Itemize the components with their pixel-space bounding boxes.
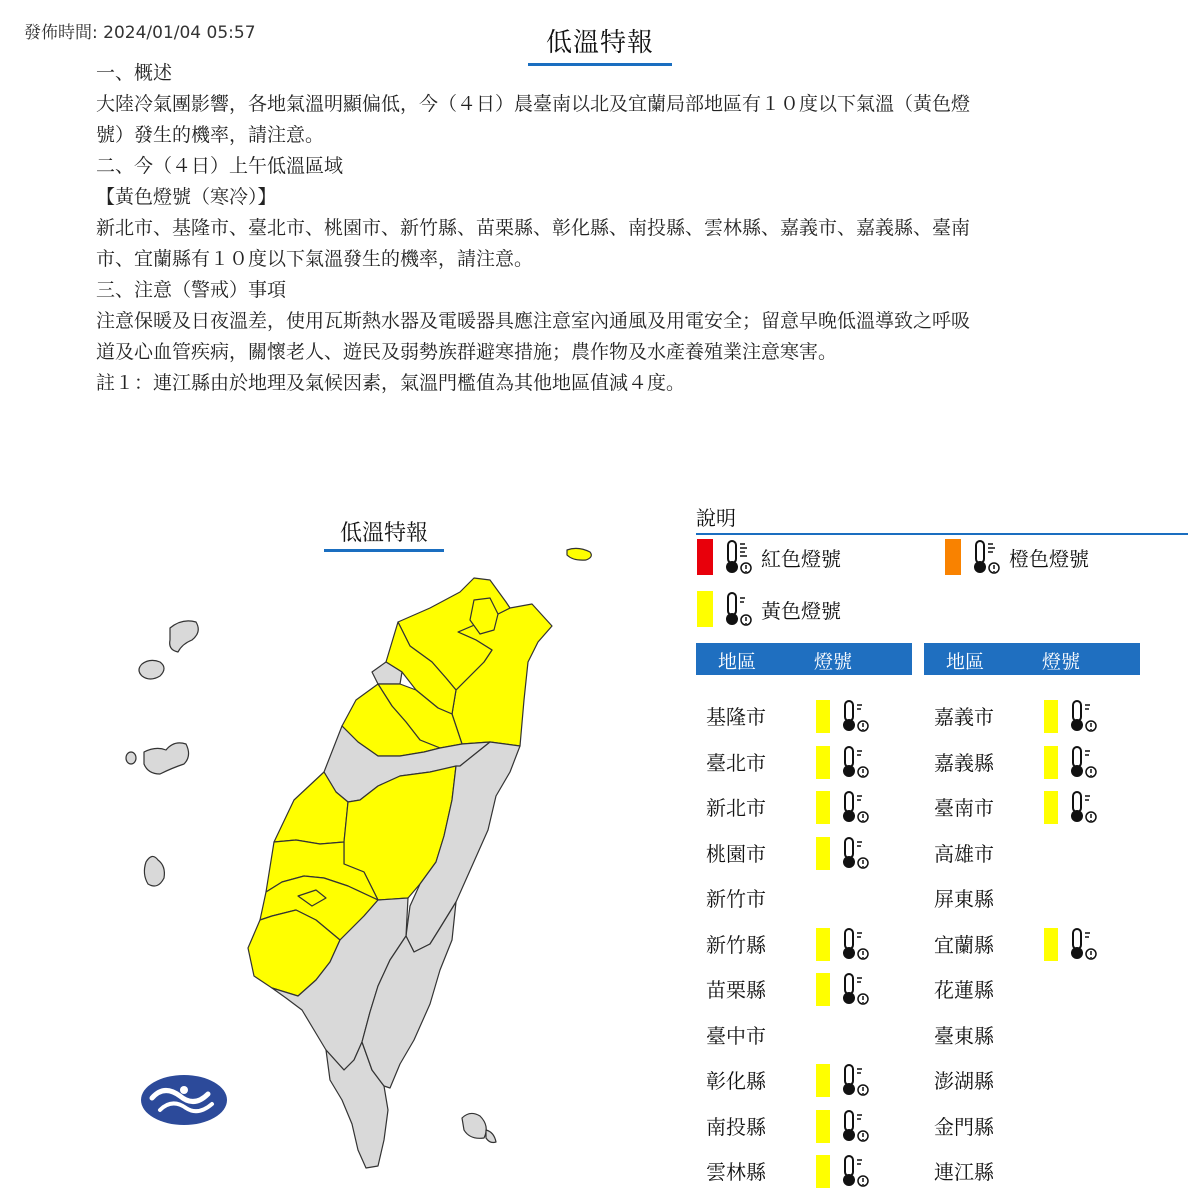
taiwan-map [0,540,680,1200]
region-name: 新竹縣 [706,932,766,957]
area-text-line: 新北市、基隆市、臺北市、桃園市、新竹縣、苗栗縣、彰化縣、南投縣、雲林縣、嘉義市、嘉義縣、臺南 [96,217,971,239]
region-name: 金門縣 [934,1114,994,1139]
bulletin-text [96,58,1106,399]
table-row [924,740,1124,780]
table-row [924,785,1124,825]
column-header-region: 地區 [718,651,757,673]
signal-level-heading: 【黃色燈號（寒冷）】 [96,186,277,208]
table-row [696,1058,896,1098]
map-region-taitung-islet [462,1113,486,1138]
caution-text-line: 注意保暖及日夜溫差，使用瓦斯熱水器及電暖器具應注意室內通風及用電安全；留意早晚低溫導致之呼吸 [96,310,971,332]
yellow-signal-bar [816,837,830,870]
region-name: 臺南市 [934,796,994,820]
thermometer-cold-icon [1066,744,1098,780]
region-name: 臺北市 [706,750,766,775]
cwa-logo [141,1075,227,1125]
thermometer-cold-icon [838,1062,870,1098]
section-heading-overview: 一、概述 [96,62,173,84]
region-name: 苗栗縣 [706,978,766,1002]
yellow-signal-bar [1044,791,1058,824]
thermometer-cold-icon [838,744,870,780]
yellow-signal-bar [816,791,830,824]
issue-time: 發佈時間: 2024/01/04 05:57 [24,23,256,43]
table-row [696,1104,896,1144]
table-header-left [696,643,912,675]
area-text-line: 市、宜蘭縣有１０度以下氣溫發生的機率，請注意。 [96,248,534,270]
table-row [696,1013,896,1053]
thermometer-cold-icon [967,538,1001,576]
section-heading-caution: 三、注意（警戒）事項 [96,279,287,301]
table-row [924,831,1124,871]
region-name: 基隆市 [706,705,766,729]
table-row [924,922,1124,962]
map-title: 低溫特報 [324,516,444,552]
table-row [696,740,896,780]
region-name: 嘉義市 [934,705,994,729]
thermometer-cold-icon [719,590,753,628]
legend-label-yellow: 黃色燈號 [761,598,841,623]
region-name: 新北市 [706,796,766,820]
map-region-taitung-islet [486,1130,496,1143]
legend-title: 說明 [696,502,1188,535]
yellow-signal-bar [816,700,830,733]
yellow-signal-bar [816,746,830,779]
table-row [696,967,896,1007]
column-header-signal: 燈號 [814,651,853,673]
region-name: 桃園市 [706,841,766,866]
region-name: 宜蘭縣 [934,932,994,957]
legend-label-orange: 橙色燈號 [1009,546,1089,571]
section-heading-area: 二、今（４日）上午低溫區域 [96,155,344,177]
table-row [924,876,1124,916]
table-row [924,1149,1124,1189]
thermometer-cold-icon [838,926,870,962]
column-header-region: 地區 [946,651,985,673]
region-name: 高雄市 [934,841,994,866]
orange-swatch [945,539,961,575]
yellow-signal-bar [816,1110,830,1143]
caution-text-line: 道及心血管疾病，關懷老人、遊民及弱勢族群避寒措施；農作物及水產養殖業注意寒害。 [96,341,838,363]
table-row [696,785,896,825]
thermometer-cold-icon [719,538,753,576]
yellow-signal-bar [816,928,830,961]
region-name: 屏東縣 [934,887,994,911]
overview-text-line: 號）發生的機率，請注意。 [96,124,325,146]
legend-item-red [697,538,841,576]
table-row [696,831,896,871]
legend-item-orange [945,538,1089,576]
yellow-swatch [697,591,713,627]
table-row [924,1104,1124,1144]
region-name: 新竹市 [706,887,766,911]
thermometer-cold-icon [838,789,870,825]
region-name: 雲林縣 [706,1160,766,1184]
column-header-signal: 燈號 [1042,651,1081,673]
table-row [924,1058,1124,1098]
thermometer-cold-icon [838,698,870,734]
thermometer-cold-icon [838,835,870,871]
yellow-signal-bar [1044,700,1058,733]
region-name: 花蓮縣 [934,978,994,1002]
yellow-signal-bar [1044,746,1058,779]
map-region-lienchiang [567,548,591,560]
legend-label-red: 紅色燈號 [761,546,841,571]
yellow-signal-bar [816,1064,830,1097]
thermometer-cold-icon [838,1108,870,1144]
table-row [696,1149,896,1189]
map-region-penghu [126,752,136,764]
thermometer-cold-icon [838,971,870,1007]
region-name: 南投縣 [706,1114,766,1139]
thermometer-cold-icon [1066,698,1098,734]
map-region-kinmen [170,621,199,652]
table-header-right [924,643,1140,675]
thermometer-cold-icon [1066,926,1098,962]
table-row [696,922,896,962]
region-name: 澎湖縣 [934,1069,994,1093]
map-region-penghu [144,743,189,774]
overview-text-line: 大陸冷氣團影響，各地氣溫明顯偏低，今（４日）晨臺南以北及宜蘭局部地區有１０度以下氣溫（黃色燈 [96,93,971,115]
region-name: 彰化縣 [706,1069,766,1093]
table-row [696,694,896,734]
table-row [924,1013,1124,1053]
table-row [924,694,1124,734]
region-name: 嘉義縣 [934,750,994,775]
map-region-kinmen [139,660,164,679]
red-swatch [697,539,713,575]
legend-item-yellow [697,590,841,628]
map-region-penghu [144,856,164,886]
note-text: 註１：連江縣由於地理及氣候因素，氣溫門檻值為其他地區值減４度。 [96,372,686,394]
page-title: 低溫特報 [528,22,672,66]
thermometer-cold-icon [1066,789,1098,825]
region-name: 連江縣 [934,1160,994,1184]
region-name: 臺中市 [706,1023,766,1048]
yellow-signal-bar [1044,928,1058,961]
table-row [924,967,1124,1007]
thermometer-cold-icon [838,1153,870,1189]
region-name: 臺東縣 [934,1023,994,1048]
yellow-signal-bar [816,973,830,1006]
table-row [696,876,896,916]
yellow-signal-bar [816,1155,830,1188]
